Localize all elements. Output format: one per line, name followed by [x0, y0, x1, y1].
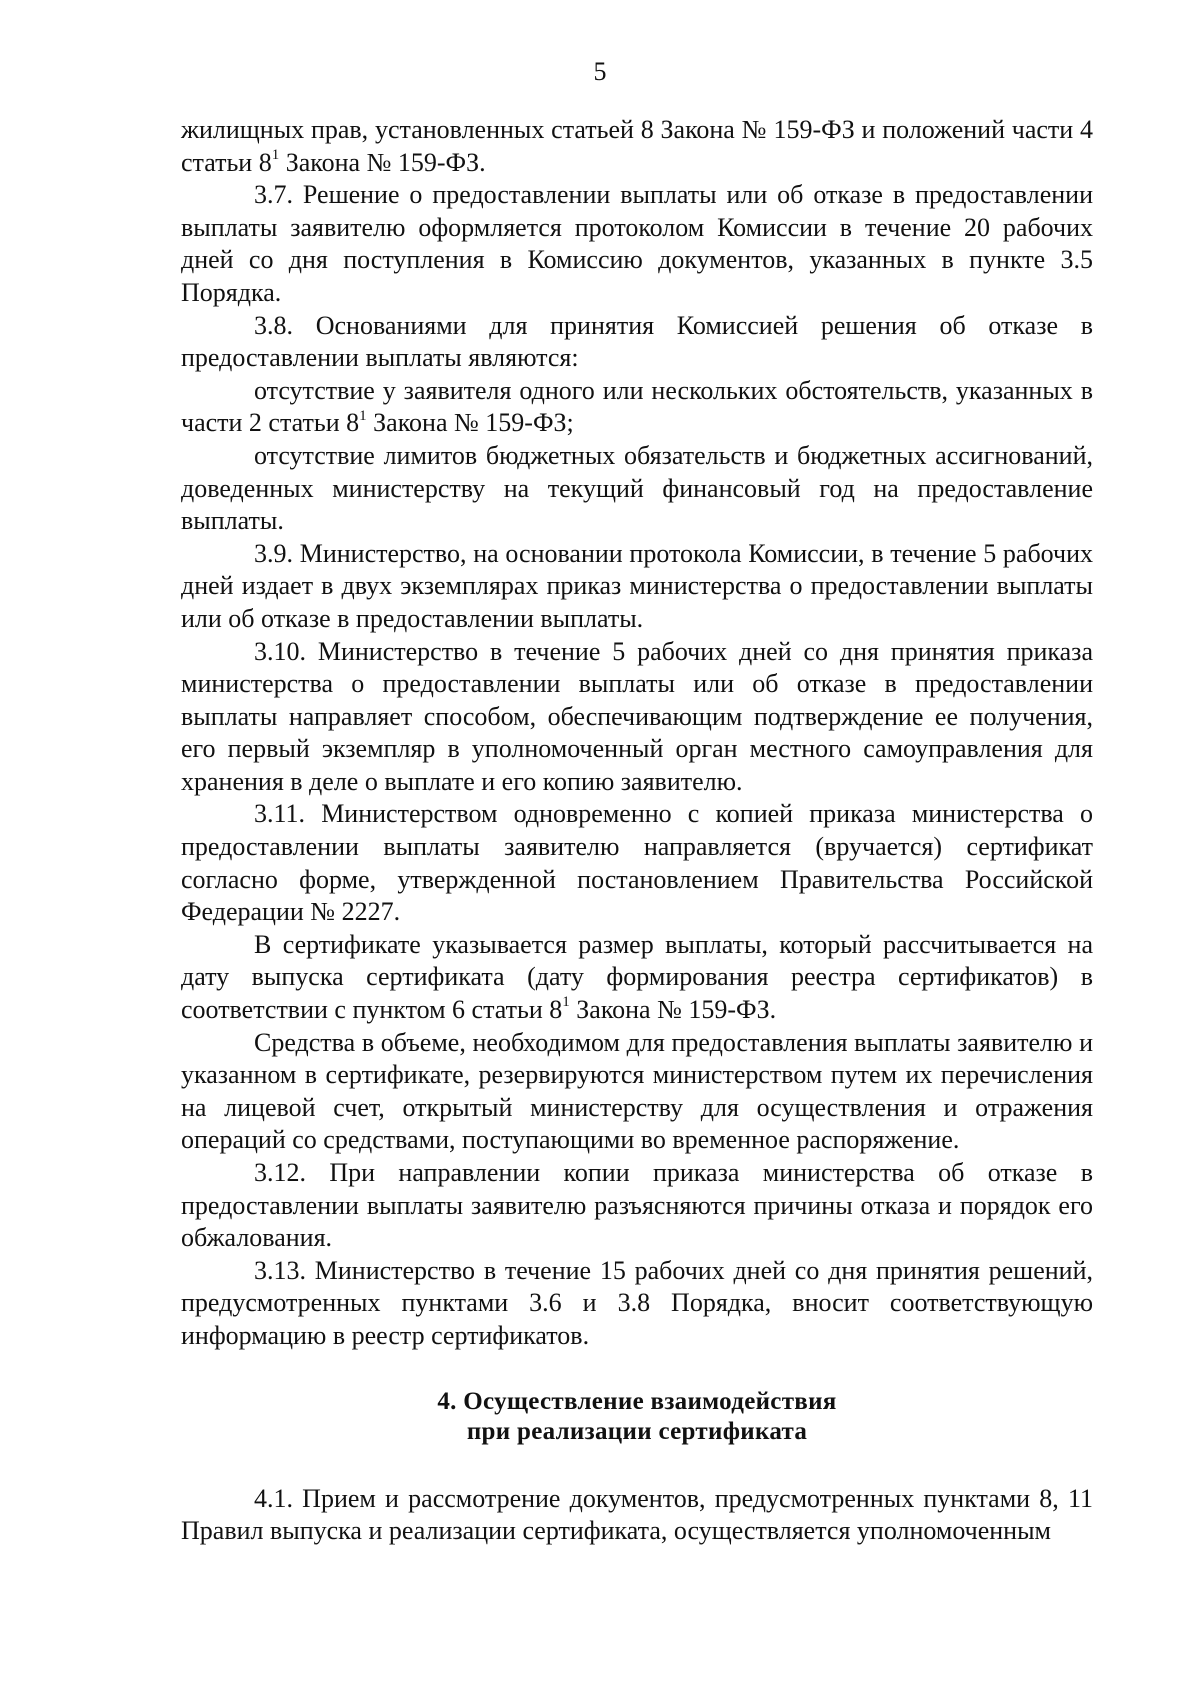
paragraph-p3-11b — [181, 1027, 1093, 1157]
paragraph-text: 3.8. Основаниями для принятия Комиссией решения об отказе в предоставлении выплаты являются: — [181, 310, 1093, 373]
paragraph-text: отсутствие у заявителя одного или нескольких обстоятельств, указанных в части 2 статьи 8 — [181, 375, 1093, 438]
paragraphs-section-4 — [181, 1483, 1093, 1548]
paragraph-text: Средства в объеме, необходимом для предоставления выплаты заявителю и указанном в сертификате, резервируются министерством путем их перечисления на лицевой счет, открытый министерству для осуществления и отражения операций со средствами, поступающими во временное распоряжение. — [181, 1027, 1093, 1155]
superscript: 1 — [359, 407, 367, 424]
paragraph-text: 3.11. Министерством одновременно с копией приказа министерства о предоставлении выплаты заявителю направляется (вручается) сертификат согласно форме, утвержденной постановлением Правительства Российской Федерации № 2227. — [181, 799, 1093, 927]
paragraph-text: 3.13. Министерство в течение 15 рабочих дней со дня принятия решений, предусмотренных пунктами 3.6 и 3.8 Порядка, вносит соответствующую информацию в реестр сертификатов. — [181, 1255, 1093, 1350]
section-heading-line-2: при реализации сертификата — [466, 1417, 808, 1445]
paragraph-p3-9 — [181, 538, 1093, 636]
paragraph-text: 3.10. Министерство в течение 5 рабочих дней со дня принятия приказа министерства о предоставлении выплаты или об отказе в предоставлении выплаты направляет способом, обеспечивающим подтверждение ее получения, его первый экземпляр в уполномоченный орган местного самоуправления для хранения в деле о выплате и его копию заявителю. — [181, 636, 1093, 796]
paragraph-p3-8 — [181, 310, 1093, 375]
paragraph-p4-1 — [181, 1483, 1093, 1548]
paragraph-text: 3.9. Министерство, на основании протокола Комиссии, в течение 5 рабочих дней издает в двух экземплярах приказ министерства о предоставлении выплаты или об отказе в предоставлении выплаты. — [181, 538, 1093, 633]
page-number: 5 — [593, 57, 607, 86]
paragraph-text: В сертификате указывается размер выплаты, который рассчитывается на дату выпуска сертификата (дату формирования реестра сертификатов) в соответствии с пунктом 6 статьи 8 — [181, 929, 1093, 1025]
paragraph-text: 4.1. Прием и рассмотрение документов, предусмотренных пунктами 8, 11 Правил выпуска и реализации сертификата, осуществляется уполномоченным — [181, 1483, 1093, 1546]
section-heading-line-1: 4. Осуществление взаимодействия — [437, 1387, 837, 1415]
paragraphs-section-3 — [181, 114, 1093, 1353]
paragraph-text: жилищных прав, установленных статьей 8 Закона № 159-ФЗ и положений части 4 статьи 8 — [181, 115, 1093, 177]
paragraph-text: 3.12. При направлении копии приказа министерства об отказе в предоставлении выплаты заявителю разъясняются причины отказа и порядок его обжалования. — [181, 1158, 1093, 1253]
paragraph-text: 3.7. Решение о предоставлении выплаты или об отказе в предоставлении выплаты заявителю оформляется протоколом Комиссии в течение 20 рабочих дней со дня поступления в Комиссию документов, указанных в пункте 3.5 Порядка. — [181, 180, 1093, 307]
paragraph-text: отсутствие лимитов бюджетных обязательств и бюджетных ассигнований, доведенных министерству на текущий финансовый год на предоставление выплаты. — [181, 440, 1093, 536]
superscript: 1 — [562, 994, 570, 1011]
paragraph-p3-7 — [181, 179, 1093, 309]
document-body — [181, 114, 1093, 1548]
paragraph-p3-12 — [181, 1157, 1093, 1255]
superscript: 1 — [271, 146, 280, 163]
section-heading — [181, 1387, 1093, 1447]
paragraph-text: Закона № 159-ФЗ. — [569, 995, 777, 1025]
paragraph-p3-11 — [181, 798, 1093, 928]
paragraph-p3-8a — [181, 375, 1093, 440]
paragraph-p3-8b — [181, 440, 1093, 538]
paragraph-p3-10 — [181, 636, 1093, 799]
paragraph-cont — [181, 114, 1093, 179]
paragraph-p3-11a — [181, 929, 1093, 1027]
paragraph-text: Закона № 159-ФЗ; — [366, 408, 574, 438]
paragraph-text: Закона № 159-ФЗ. — [279, 147, 486, 177]
paragraph-p3-13 — [181, 1255, 1093, 1353]
